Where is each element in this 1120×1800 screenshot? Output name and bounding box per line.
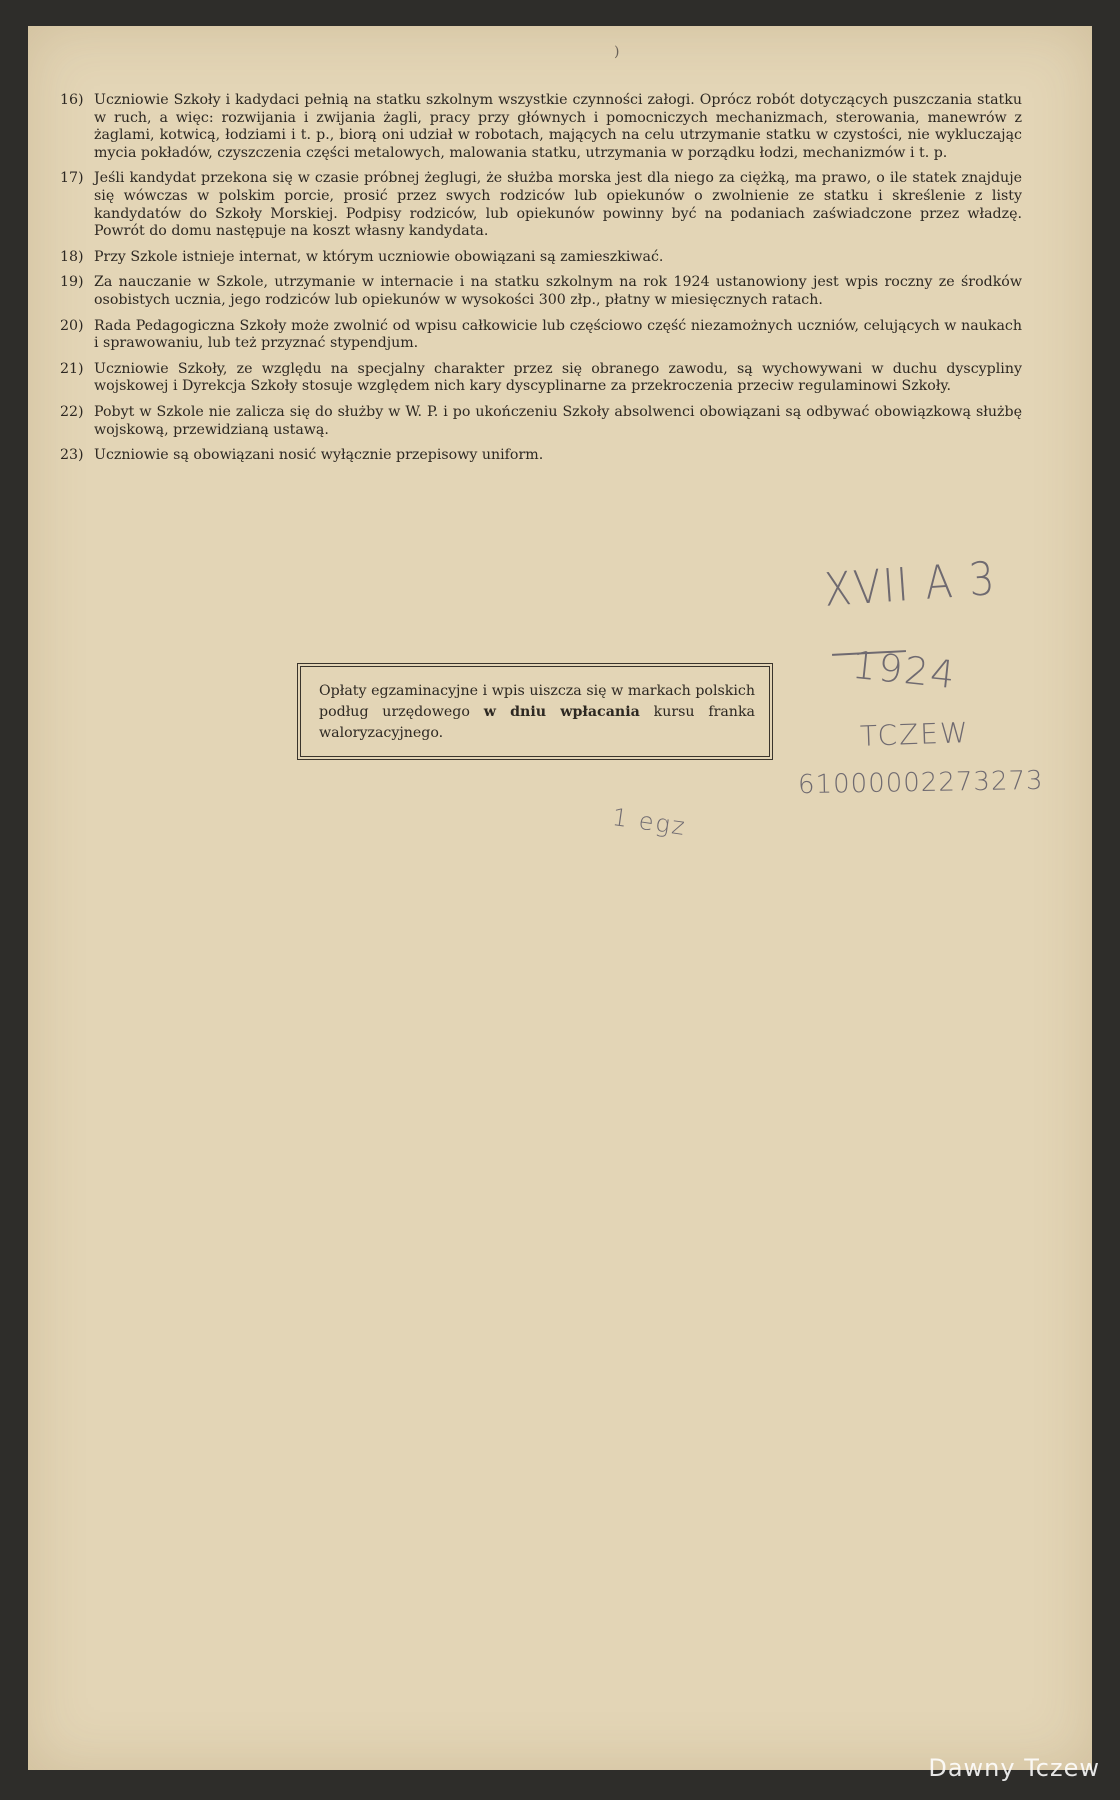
copies-note: 1 egz	[610, 802, 689, 842]
rule-item	[60, 274, 1022, 309]
rule-item	[60, 170, 1022, 240]
rule-number: 18)	[60, 248, 84, 265]
notice-text-start: Opłaty egzaminacyjne i wpis uiszcza się w markach polskich podług urzędowego	[319, 683, 755, 720]
rule-text: Przy Szkole istnieje internat, w którym uczniowie obowiązani są zamieszkiwać.	[94, 248, 664, 265]
rules-list	[60, 92, 1022, 473]
archive-place: TCZEW	[859, 716, 971, 753]
rule-number: 21)	[60, 360, 84, 377]
rule-number: 23)	[60, 447, 84, 464]
watermark: Dawny Tczew	[928, 1754, 1100, 1782]
rule-text: Pobyt w Szkole nie zalicza się do służby w W. P. i po ukończeniu Szkoły absolwenci obowiązani są odbywać obowiązkową służbę wojskową, przewidzianą ustawą.	[94, 403, 1022, 438]
notice-text-bold: w dniu wpłacania	[483, 704, 640, 720]
rule-number: 22)	[60, 403, 84, 420]
rule-item	[60, 447, 1022, 465]
rule-number: 20)	[60, 317, 84, 334]
rule-number: 19)	[60, 274, 84, 291]
rule-number: 17)	[60, 170, 84, 187]
rule-text: Uczniowie Szkoły i kadydaci pełnią na statku szkolnym wszystkie czynności załogi. Oprócz robót dotyczących puszczania statku w ruch, a więc: rozwijania i zwijania żagli, pracy przy głównych i pomocniczych mechanizmach, sterowania, manewrów z żaglami, kotwicą, łodziami i t. p., biorą oni udział w robotach, mających na celu utrzymanie statku w czystości, nie wykluczając mycia pokładów, czyszczenia części metalowych, malowania statku, utrzymania w porządku łodzi, mechanizmów i t. p.	[94, 92, 1022, 161]
archive-code: 61000002273273	[797, 765, 1044, 801]
rule-text: Uczniowie są obowiązani nosić wyłącznie przepisowy uniform.	[94, 447, 544, 464]
rule-number: 16)	[60, 92, 84, 108]
archive-signature: XVII A 3	[822, 552, 999, 618]
archive-year: 1924	[849, 642, 959, 698]
rule-text: Rada Pedagogiczna Szkoły może zwolnić od wpisu całkowicie lub częściowo część niezamożnych uczniów, celujących w naukach i sprawowaniu, lub też przyznać stypendjum.	[94, 317, 1022, 352]
paper-mark: )	[614, 44, 620, 60]
notice-text-end: kursu franka waloryzacyjnego.	[319, 704, 755, 741]
rule-text: Jeśli kandydat przekona się w czasie próbnej żeglugi, że służba morska jest dla niego za ciężką, ma prawo, o ile statek znajduje się wówczas w polskim porcie, prosić przez swych rodziców lub opiekunów o zwolnienie ze statku i skreślenie z listy kandydatów do Szkoły Morskiej. Podpisy rodziców, lub opiekunów powinny być na podaniach zaświadczone przez władzę. Powrót do domu następuje na koszt własny kandydata.	[94, 170, 1022, 240]
rule-item	[60, 404, 1022, 439]
fees-notice-box	[297, 663, 773, 760]
rule-item	[60, 249, 1022, 267]
rule-item	[60, 318, 1022, 353]
rule-text: Za nauczanie w Szkole, utrzymanie w internacie i na statku szkolnym na rok 1924 ustanowiony jest wpis roczny ze środków osobistych ucznia, jego rodziców lub opiekunów w wysokości 300 złp., płatny w miesięcznych ratach.	[94, 274, 1022, 308]
rule-item	[60, 361, 1022, 396]
rule-item	[60, 92, 1022, 162]
rule-text: Uczniowie Szkoły, ze względu na specjalny charakter przez się obranego zawodu, są wychowywani w duchu dyscypliny wojskowej i Dyrekcja Szkoły stosuje względem nich kary dyscyplinarne za przekroczenia przeciw regulaminowi Szkoły.	[94, 360, 1022, 395]
